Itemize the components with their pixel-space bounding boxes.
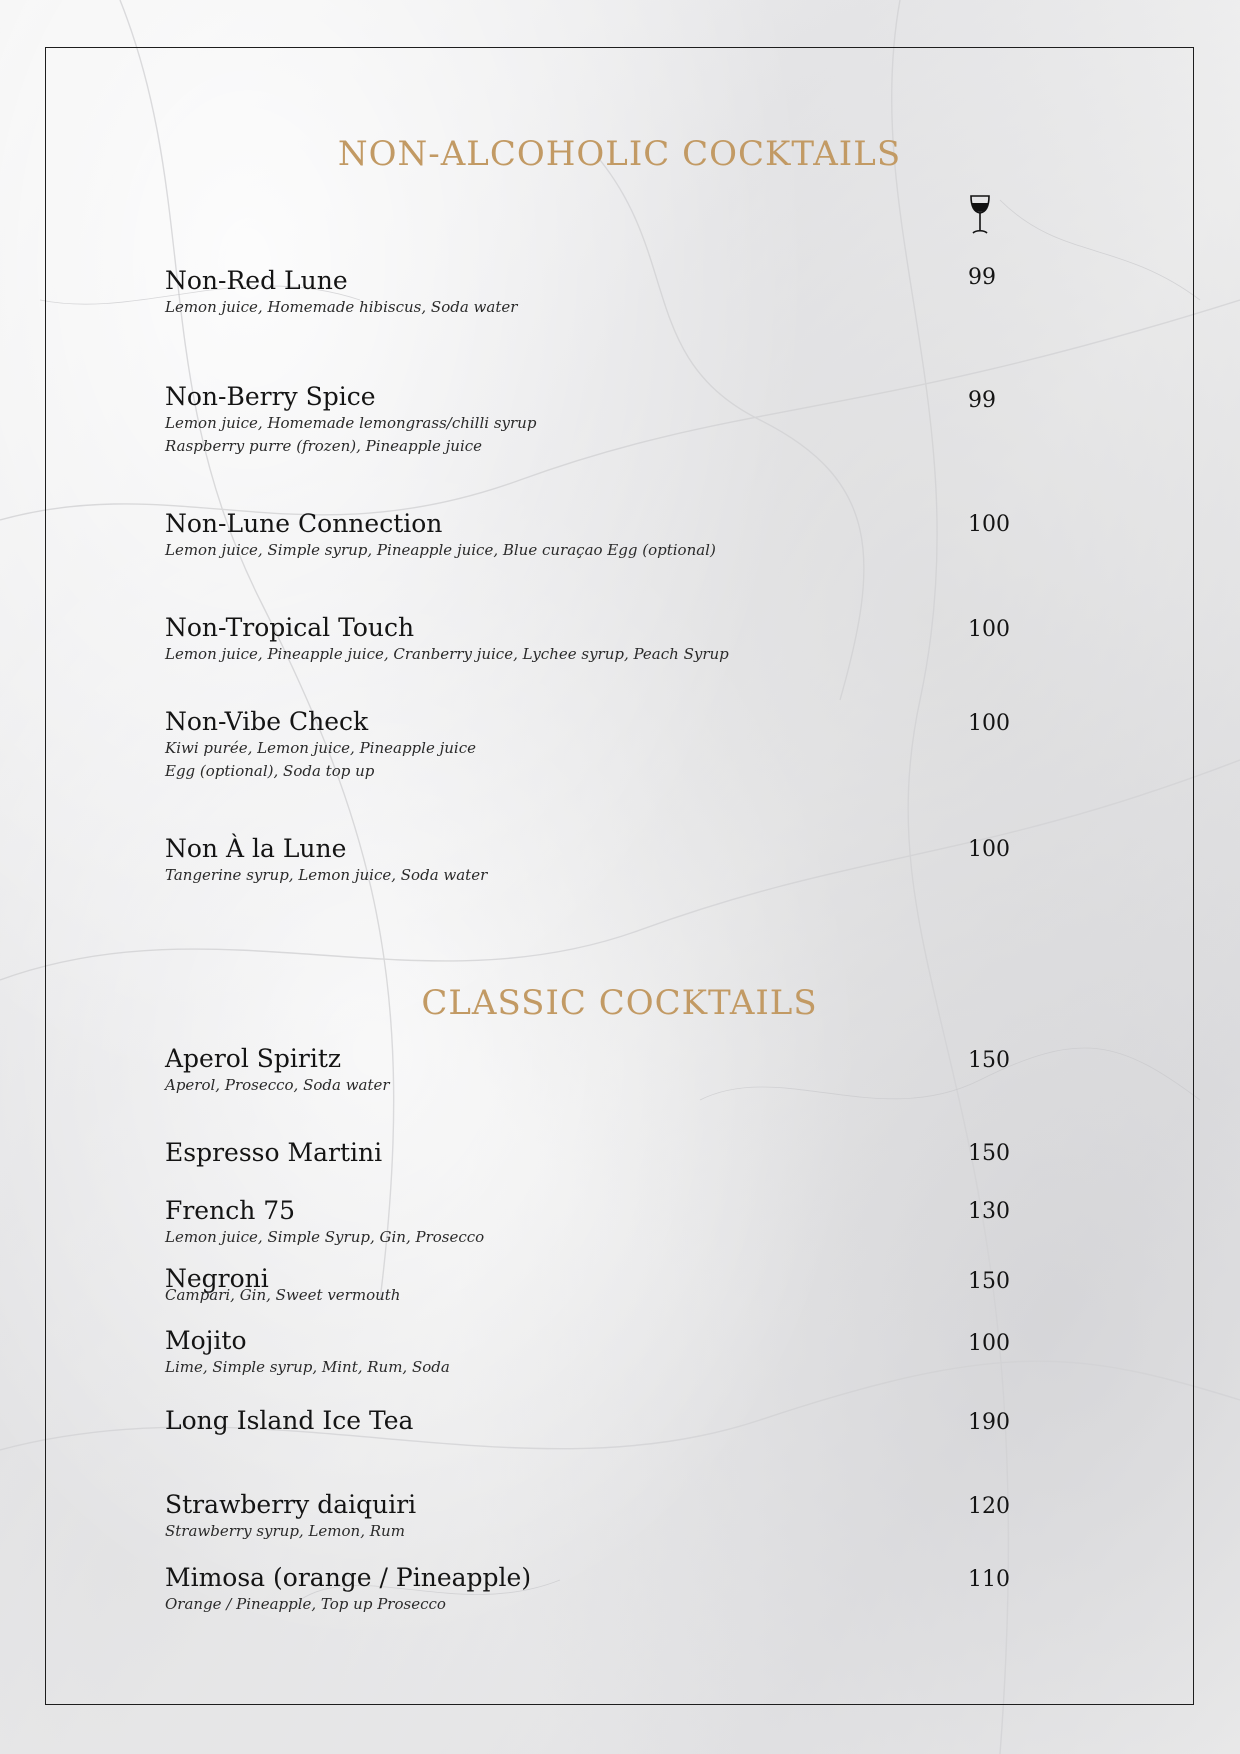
item-description: Raspberry purre (frozen), Pineapple juice: [165, 437, 483, 455]
item-description: Lime, Simple syrup, Mint, Rum, Soda: [165, 1358, 450, 1376]
item-name: Non-Tropical Touch: [165, 613, 415, 642]
menu-item: [165, 266, 1005, 319]
item-price: 100: [968, 617, 1010, 642]
menu-item: [165, 1264, 1005, 1307]
item-description: Strawberry syrup, Lemon, Rum: [165, 1522, 405, 1540]
item-price: 100: [968, 837, 1010, 862]
item-description: Campari, Gin, Sweet vermouth: [165, 1286, 401, 1304]
section-title-classic: CLASSIC COCKTAILS: [421, 983, 818, 1023]
item-description: Kiwi purée, Lemon juice, Pineapple juice: [165, 739, 476, 757]
item-price: 100: [968, 1331, 1010, 1356]
menu-item: [165, 1563, 1005, 1616]
item-description: Lemon juice, Homemade lemongrass/chilli syrup: [165, 414, 537, 432]
item-name: Non-Berry Spice: [165, 382, 376, 411]
item-description: Lemon juice, Pineapple juice, Cranberry juice, Lychee syrup, Peach Syrup: [165, 645, 729, 663]
item-name: Non-Red Lune: [165, 266, 348, 295]
item-price: 150: [968, 1048, 1010, 1073]
item-description: Lemon juice, Simple Syrup, Gin, Prosecco: [165, 1228, 485, 1246]
item-description: Orange / Pineapple, Top up Prosecco: [165, 1595, 446, 1613]
item-name: Non-Vibe Check: [165, 707, 369, 736]
menu-item: [165, 1044, 1005, 1097]
item-description: Lemon juice, Homemade hibiscus, Soda water: [165, 298, 518, 316]
item-name: Non À la Lune: [165, 834, 347, 863]
item-name: Mojito: [165, 1326, 247, 1355]
menu-item: [165, 1406, 1005, 1436]
section-title-non-alcoholic: NON-ALCOHOLIC COCKTAILS: [337, 134, 902, 174]
item-name: Mimosa (orange / Pineapple): [165, 1563, 532, 1592]
item-price: 150: [968, 1269, 1010, 1294]
item-name: Non-Lune Connection: [165, 509, 443, 538]
item-price: 150: [968, 1141, 1010, 1166]
item-price: 99: [968, 388, 996, 413]
item-price: 99: [968, 265, 996, 290]
item-price: 190: [968, 1410, 1010, 1435]
wine-glass-icon: [968, 194, 992, 236]
item-price: 100: [968, 711, 1010, 736]
item-name: Negroni: [165, 1264, 269, 1293]
item-description: Lemon juice, Simple syrup, Pineapple juice, Blue curaçao Egg (optional): [165, 541, 716, 559]
item-price: 110: [968, 1567, 1010, 1592]
menu-item: [165, 382, 1005, 458]
item-name: Long Island Ice Tea: [165, 1406, 414, 1435]
item-description: Tangerine syrup, Lemon juice, Soda water: [165, 866, 488, 884]
menu-item: [165, 834, 1005, 887]
item-description: Aperol, Prosecco, Soda water: [165, 1076, 390, 1094]
item-name: Espresso Martini: [165, 1138, 383, 1167]
menu-item: [165, 707, 1005, 783]
menu-item: [165, 1196, 1005, 1249]
menu-item: [165, 1138, 1005, 1168]
menu-item: [165, 1326, 1005, 1379]
menu-item: [165, 613, 1005, 666]
item-price: 100: [968, 512, 1010, 537]
item-name: Strawberry daiquiri: [165, 1490, 417, 1519]
item-name: French 75: [165, 1196, 296, 1225]
item-description: Egg (optional), Soda top up: [165, 762, 375, 780]
menu-item: [165, 1490, 1005, 1543]
item-price: 120: [968, 1494, 1010, 1519]
menu-item: [165, 509, 1005, 562]
item-price: 130: [968, 1199, 1010, 1224]
item-name: Aperol Spiritz: [165, 1044, 342, 1073]
